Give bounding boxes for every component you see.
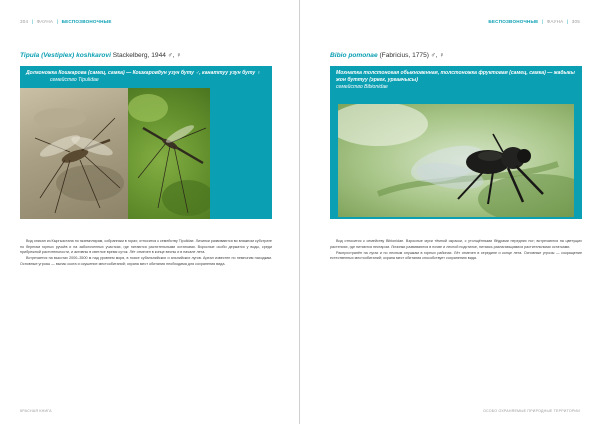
right-caption-main: Мохнатка толстоногая обыкновенная, толстоножка фруктовая (самец, самка) — жадыкы жон буттуу (эркек, ургаачысы)	[336, 70, 575, 83]
left-paragraph-1: Вид описан из Кыргызстана по экземплярам, собранным в горах; относится к семейству Tipulidae. Личинки развиваются во влажном субстрате по берегам горных ручьёв и на заболоченных участках, где питаются растительными остатками. Взрослые особи держатся у воды, среди прибрежной растительности, и активны в светлое время суток. Лёт отмечен в конце весны и в начале лета.	[20, 239, 272, 255]
left-subgenus: (Vestiplex)	[41, 52, 75, 59]
left-photo-plate	[20, 66, 272, 219]
right-paragraph-1: Вид относится к семейству Bibionidae. Взрослые мухи тёмной окраски, с утолщёнными бёдрами передних ног; встречаются на цветущих растениях, где питаются нектаром. Личинки развиваются в почве и лесной подстилке, питаясь разлагающимися растительными остатками.	[330, 239, 582, 249]
right-divider: |	[541, 19, 544, 24]
right-caption-family: семейство Bibionidae	[336, 84, 388, 90]
left-running-title: БЕСПОЗВОНОЧНЫЕ	[61, 19, 112, 24]
right-page	[300, 0, 600, 424]
march-fly-illustration	[338, 104, 574, 217]
right-genus: Bibio	[330, 52, 347, 59]
right-paragraph-2: Распространён на лугах и по лесным опушкам в горных районах. Лёт отмечен в середине и конце лета. Основные угрозы — сокращение естественных местообитаний; охрана мест обитания способствует сохранению вида.	[330, 250, 582, 261]
right-divider-2: |	[566, 19, 569, 24]
left-caption-main: Долгоножка Кошкарова (самец, самка) — Кошкаровдун узун буту ♂, канаттуу узун буту ♀	[26, 70, 261, 76]
left-authority: Stackelberg, 1944 ♂, ♀	[112, 52, 182, 59]
left-paragraph-2: Встречается на высотах 2000–3500 м над уровнем моря, в поясе субальпийских и альпийских лугов. Ареал известен по немногим находкам. Основные угрозы — выпас скота и осушение местообитаний; охрана мест обитания необходима для сохранения вида.	[20, 256, 272, 266]
left-genus: Tipula	[20, 52, 40, 59]
march-fly-photo	[338, 104, 574, 217]
left-species-title	[20, 52, 181, 59]
left-epithet: koshkarovi	[76, 52, 111, 59]
left-divider: |	[31, 19, 34, 24]
right-body-text	[330, 239, 582, 262]
right-authority: (Fabricius, 1775) ♂, ♀	[379, 52, 445, 59]
right-footer: ОСОБО ОХРАНЯЕМЫЕ ПРИРОДНЫЕ ТЕРРИТОРИИ	[483, 409, 580, 413]
right-page-number: 305	[571, 19, 580, 24]
right-species-title	[330, 52, 444, 59]
right-photo-plate	[330, 66, 582, 219]
left-running-section: ФАУНА	[36, 19, 54, 24]
crane-fly-photo-1	[20, 88, 128, 219]
right-running-section: ФАУНА	[546, 19, 564, 24]
left-running-head	[20, 19, 112, 24]
right-running-head	[488, 19, 580, 24]
left-caption	[26, 70, 266, 84]
crane-fly-illustration-1	[20, 88, 128, 219]
left-caption-family: семейство Tipulidae	[50, 77, 99, 83]
left-page-number: 304	[20, 19, 29, 24]
left-divider-2: |	[56, 19, 59, 24]
left-body-text	[20, 239, 272, 268]
right-running-title: БЕСПОЗВОНОЧНЫЕ	[488, 19, 539, 24]
left-footer: КРАСНАЯ КНИГА	[20, 409, 52, 413]
right-caption	[336, 70, 576, 91]
crane-fly-photo-2	[128, 88, 210, 219]
crane-fly-illustration-2	[128, 88, 210, 219]
right-epithet: pomonae	[348, 52, 378, 59]
